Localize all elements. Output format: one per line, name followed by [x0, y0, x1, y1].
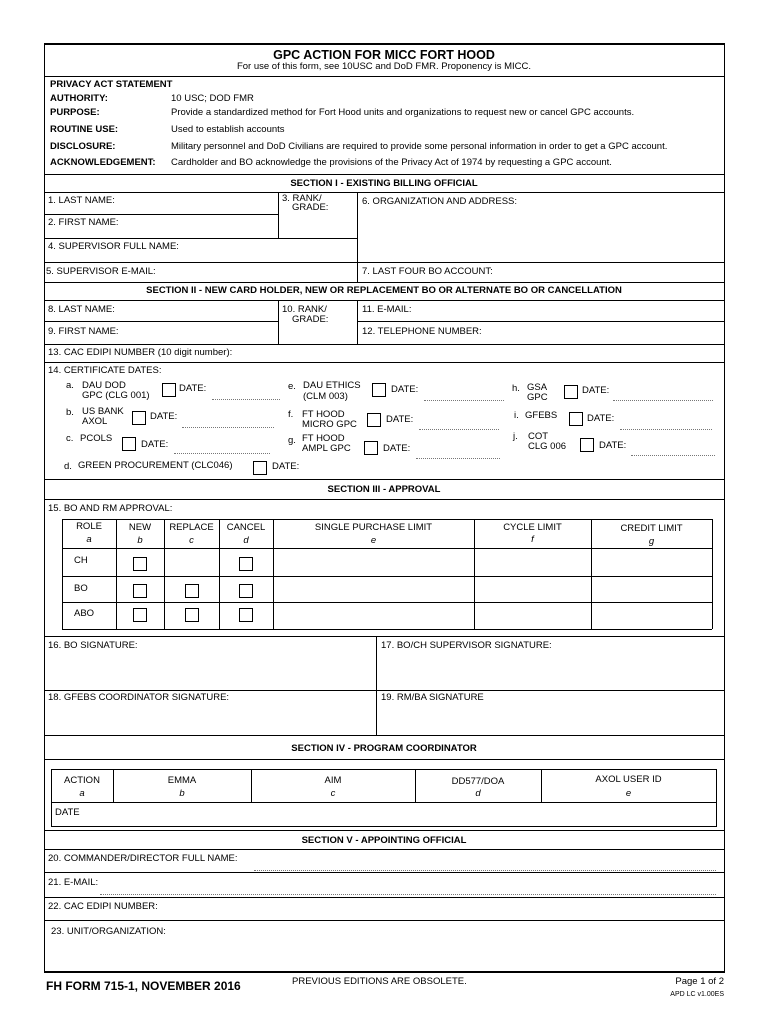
col-new-letter: b — [137, 535, 143, 546]
cert-g-checkbox[interactable] — [364, 441, 378, 455]
cert-a-letter: a. — [66, 380, 74, 391]
bo-signature-field[interactable]: 16. BO SIGNATURE: — [48, 640, 138, 651]
disclosure-label: DISCLOSURE: — [50, 141, 116, 152]
cert-g-name-2: AMPL GPC — [302, 443, 351, 454]
unit-organization-field[interactable]: 23. UNIT/ORGANIZATION: — [51, 926, 166, 937]
cert-f-letter: f. — [288, 409, 294, 420]
form-title: GPC ACTION FOR MICC FORT HOOD — [273, 48, 495, 62]
obsolete-notice: PREVIOUS EDITIONS ARE OBSOLETE. — [292, 976, 467, 987]
col-dd577-doa-letter: d — [475, 788, 481, 799]
cac-edipi-number-field[interactable]: 13. CAC EDIPI NUMBER (10 digit number): — [48, 347, 233, 358]
cert-c-date-field[interactable] — [174, 453, 270, 454]
bo-new-checkbox[interactable] — [133, 584, 147, 598]
supervisor-signature-field[interactable]: 17. BO/CH SUPERVISOR SIGNATURE: — [381, 640, 552, 651]
col-role-letter: a — [86, 534, 92, 545]
commander-full-name-line[interactable] — [254, 870, 716, 871]
cert-j-date-label: DATE: — [599, 440, 627, 451]
col-cycle-limit: CYCLE LIMIT — [503, 522, 562, 533]
col-axol-user-id-letter: e — [625, 788, 632, 799]
routine-use-label: ROUTINE USE: — [50, 124, 119, 135]
page-number: Page 1 of 2 — [675, 976, 724, 987]
cert-e-name: DAU ETHICS — [303, 380, 361, 391]
cardholder-rank-field[interactable]: 10. RANK/ — [282, 304, 327, 315]
section-2-title: SECTION II - NEW CARD HOLDER, NEW OR REPLACEMENT BO OR ALTERNATE BO OR CANCELLATION — [146, 285, 622, 296]
cert-h-name-2: GPC — [527, 392, 548, 403]
form-subtitle: For use of this form, see 10USC and DoD FMR. Proponency is MICC. — [236, 61, 532, 72]
cardholder-last-name-field[interactable]: 8. LAST NAME: — [48, 304, 115, 315]
cert-i-date-field[interactable] — [620, 429, 712, 430]
cert-a-name-2: GPC (CLG 001) — [82, 390, 150, 401]
cert-h-checkbox[interactable] — [564, 385, 578, 399]
col-credit-limit: CREDIT LIMIT — [620, 523, 683, 534]
col-single-purchase-limit: SINGLE PURCHASE LIMIT — [314, 522, 433, 533]
cert-e-date-field[interactable] — [424, 400, 504, 401]
role-abo: ABO — [74, 608, 95, 619]
role-bo: BO — [74, 583, 88, 594]
authority-label: AUTHORITY: — [50, 93, 108, 104]
cert-e-date-label: DATE: — [391, 384, 419, 395]
col-cycle-limit-letter: f — [531, 534, 534, 545]
col-dd577-doa: DD577/DOA — [451, 776, 505, 787]
gfebs-coordinator-signature-field[interactable]: 18. GFEBS COORDINATOR SIGNATURE: — [48, 692, 230, 703]
cert-b-checkbox[interactable] — [132, 411, 146, 425]
supervisor-full-name-field[interactable]: 4. SUPERVISOR FULL NAME: — [48, 241, 179, 252]
cardholder-email-field[interactable]: 11. E-MAIL: — [362, 304, 412, 315]
cert-a-date-field[interactable] — [212, 399, 280, 400]
abo-cancel-checkbox[interactable] — [239, 608, 253, 622]
abo-new-checkbox[interactable] — [133, 608, 147, 622]
cert-a-checkbox[interactable] — [162, 383, 176, 397]
cert-d-name: GREEN PROCUREMENT (CLC046) — [78, 460, 233, 471]
purpose-text: Provide a standardized method for Fort Hood units and organizations to request new or cancel GPC accounts. — [171, 107, 635, 118]
cert-c-date-label: DATE: — [141, 439, 169, 450]
cardholder-first-name-field[interactable]: 9. FIRST NAME: — [48, 326, 119, 337]
coordinator-date-field[interactable]: DATE — [55, 807, 80, 818]
cert-i-name: GFEBS — [525, 410, 558, 421]
cert-e-checkbox[interactable] — [372, 383, 386, 397]
cert-g-letter: g. — [288, 435, 296, 446]
cert-j-letter: j. — [513, 431, 518, 442]
col-credit-limit-letter: g — [648, 536, 655, 547]
bo-rank-field[interactable]: 3. RANK/ — [282, 193, 322, 204]
rm-ba-signature-field[interactable]: 19. RM/BA SIGNATURE — [381, 692, 484, 703]
appointing-email-field[interactable]: 21. E-MAIL: — [48, 877, 99, 888]
cert-b-name: US BANK — [82, 406, 124, 417]
ch-cancel-checkbox[interactable] — [239, 557, 253, 571]
cert-f-date-label: DATE: — [386, 414, 414, 425]
col-single-purchase-limit-letter: e — [370, 535, 377, 546]
cert-f-date-field[interactable] — [419, 429, 499, 430]
cert-f-name-2: MICRO GPC — [302, 419, 357, 430]
cert-b-name-2: AXOL — [82, 416, 108, 427]
cert-g-date-field[interactable] — [416, 458, 500, 459]
cert-h-letter: h. — [512, 383, 520, 394]
col-aim-letter: c — [330, 788, 336, 799]
bo-last-name-field[interactable]: 1. LAST NAME: — [48, 195, 115, 206]
acknowledgement-label: ACKNOWLEDGEMENT: — [50, 157, 156, 168]
approval-heading: 15. BO AND RM APPROVAL: — [48, 503, 173, 514]
cert-j-checkbox[interactable] — [580, 438, 594, 452]
cert-d-checkbox[interactable] — [253, 461, 267, 475]
authority-text: 10 USC; DOD FMR — [171, 93, 254, 104]
bo-cancel-checkbox[interactable] — [239, 584, 253, 598]
col-role: ROLE — [76, 521, 102, 532]
appointing-email-line[interactable] — [100, 894, 716, 895]
col-axol-user-id: AXOL USER ID — [595, 774, 662, 785]
cert-h-date-label: DATE: — [582, 385, 610, 396]
abo-replace-checkbox[interactable] — [185, 608, 199, 622]
col-cancel: CANCEL — [226, 522, 266, 533]
cert-a-date-label: DATE: — [179, 383, 207, 394]
ch-new-checkbox[interactable] — [133, 557, 147, 571]
last-four-bo-account-field[interactable]: 7. LAST FOUR BO ACCOUNT: — [362, 266, 493, 277]
cert-f-checkbox[interactable] — [367, 413, 381, 427]
cert-j-name-2: CLG 006 — [528, 441, 567, 452]
form-number: FH FORM 715-1, NOVEMBER 2016 — [46, 979, 241, 993]
cert-g-name: FT HOOD — [302, 433, 345, 444]
cert-h-date-field[interactable] — [613, 400, 713, 401]
cert-i-letter: i. — [514, 410, 519, 421]
cert-j-name: COT — [528, 431, 549, 442]
acknowledgement-text: Cardholder and BO acknowledge the provisions of the Privacy Act of 1974 by requesting a GPC account. — [171, 157, 612, 168]
col-cancel-letter: d — [243, 535, 249, 546]
col-emma-letter: b — [179, 788, 185, 799]
section-3-title: SECTION III - APPROVAL — [327, 484, 441, 495]
bo-first-name-field[interactable]: 2. FIRST NAME: — [48, 217, 119, 228]
col-action-letter: a — [79, 788, 85, 799]
cert-e-name-2: (CLM 003) — [303, 391, 348, 402]
privacy-heading: PRIVACY ACT STATEMENT — [50, 79, 173, 90]
col-replace-letter: c — [189, 535, 194, 546]
cert-c-checkbox[interactable] — [122, 437, 136, 451]
section-1-title: SECTION I - EXISTING BILLING OFFICIAL — [290, 178, 478, 189]
cert-c-letter: c. — [66, 433, 74, 444]
cert-g-date-label: DATE: — [383, 443, 411, 454]
certificate-dates-heading: 14. CERTIFICATE DATES: — [48, 365, 162, 376]
cert-i-date-label: DATE: — [587, 413, 615, 424]
cardholder-rank-label-2: GRADE: — [292, 314, 329, 325]
cert-d-letter: d. — [64, 461, 72, 472]
col-new: NEW — [128, 522, 152, 533]
routine-use-text: Used to establish accounts — [171, 124, 285, 135]
disclosure-text: Military personnel and DoD Civilians are required to provide some personal information in order to get a GPC account. — [171, 141, 668, 152]
section-4-title: SECTION IV - PROGRAM COORDINATOR — [291, 743, 477, 754]
cert-i-checkbox[interactable] — [569, 412, 583, 426]
appointing-cac-field[interactable]: 22. CAC EDIPI NUMBER: — [48, 901, 158, 912]
cert-f-name: FT HOOD — [302, 409, 345, 420]
col-action: ACTION — [64, 775, 100, 786]
supervisor-email-field[interactable]: 5. SUPERVISOR E-MAIL: — [46, 266, 156, 277]
cardholder-telephone-field[interactable]: 12. TELEPHONE NUMBER: — [362, 326, 482, 337]
cert-h-name: GSA — [527, 382, 548, 393]
cert-a-name: DAU DOD — [82, 380, 126, 391]
cert-b-letter: b. — [66, 407, 74, 418]
purpose-label: PURPOSE: — [50, 107, 100, 118]
section-5-title: SECTION V - APPOINTING OFFICIAL — [301, 835, 467, 846]
cert-j-date-field[interactable] — [631, 455, 715, 456]
cert-d-date-label: DATE: — [272, 461, 300, 472]
col-aim: AIM — [324, 775, 342, 786]
bo-organization-field[interactable]: 6. ORGANIZATION AND ADDRESS: — [362, 196, 518, 207]
role-ch: CH — [74, 555, 88, 566]
cert-c-name: PCOLS — [80, 433, 113, 444]
cert-b-date-label: DATE: — [150, 411, 178, 422]
bo-rank-label-2: GRADE: — [292, 202, 329, 213]
commander-full-name-field[interactable]: 20. COMMANDER/DIRECTOR FULL NAME: — [48, 853, 238, 864]
cert-e-letter: e. — [288, 381, 296, 392]
col-emma: EMMA — [167, 775, 197, 786]
cert-b-date-field[interactable] — [182, 427, 274, 428]
col-replace: REPLACE — [169, 522, 214, 533]
version-label: APD LC v1.00ES — [670, 991, 724, 998]
bo-replace-checkbox[interactable] — [185, 584, 199, 598]
